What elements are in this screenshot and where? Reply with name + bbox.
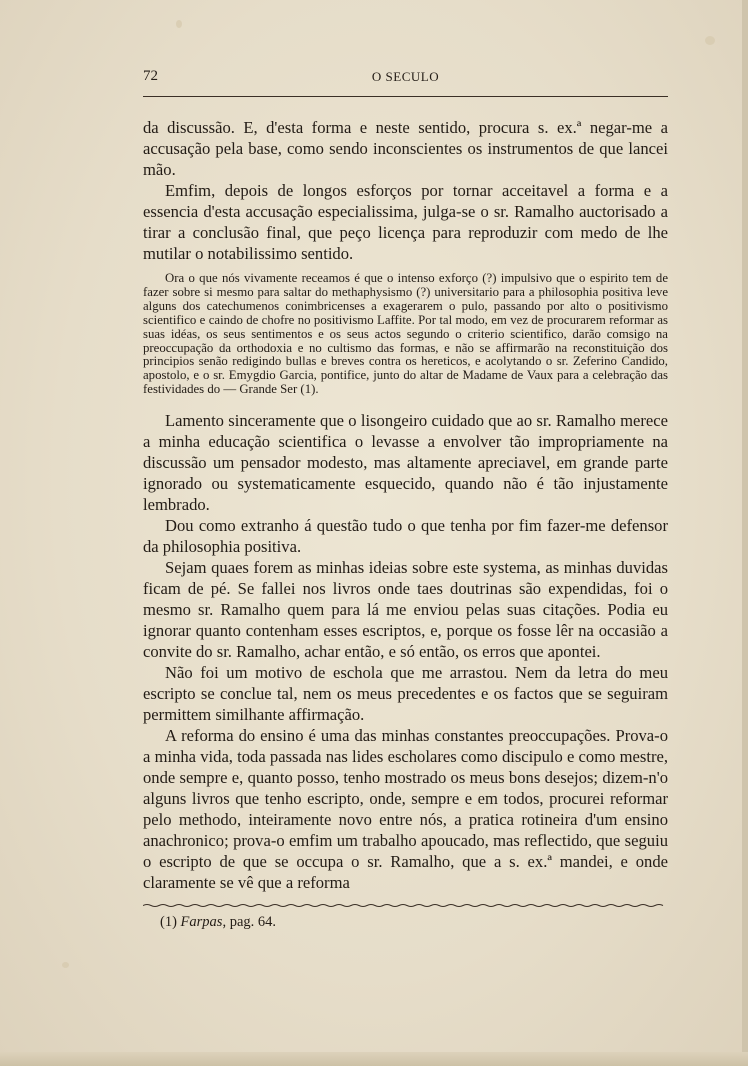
page-bottom-edge <box>0 1052 748 1066</box>
paragraph: Não foi um motivo de eschola que me arrastou. Nem da letra do meu escripto se conclue tal, nem os meus precedentes e os factos que se seguiram permittem similhante affirmação. <box>143 663 668 725</box>
page-number: 72 <box>143 68 158 84</box>
paragraph: da discussão. E, d'esta forma e neste sentido, procura s. ex.ª negar-me a accusação pela base, como sendo inconscientes os instrumentos de que lancei mão. <box>143 118 668 179</box>
page-header <box>143 68 668 90</box>
paragraph: Lamento sinceramente que o lisongeiro cuidado que ao sr. Ramalho merece a minha educação scientifica o levasse a envolver tão impropriamente na discussão um pensador modesto, mas altamente apreciavel, em grande parte ignorado ou systematicamente esquecido, quando não é tão injustamente lembrado. <box>143 411 668 515</box>
footnote <box>160 914 276 931</box>
paragraph: A reforma do ensino é uma das minhas constantes preoccupações. Prova-o a minha vida, toda passada nas lides escholares como discipulo e como mestre, onde sempre e, quanto posso, tenho mostrado os meus bons desejos; dizem-n'o alguns livros que tenho escripto, onde, sempre e em todos, procurei reformar pelo methodo, inteiramente novo entre nós, a pratica rotineira d'um ensino anachronico; prova-o emfim um trabalho apoucado, mas reflectido, que seguiu o escripto de que se occupa o sr. Ramalho, que a s. ex.ª mandei, e onde claramente se vê que a reforma <box>143 726 668 893</box>
paper-stain <box>176 20 182 28</box>
paragraph: Emfim, depois de longos esforços por tornar acceitavel a forma e a essencia d'esta accusação especialissima, julga-se o sr. Ramalho auctorisado a tirar a conclusão final, que peço licença para reproduzir com medo de lhe mutilar o notabilissimo sentido. <box>143 181 668 263</box>
footnote-rule <box>143 903 668 908</box>
paragraph: Sejam quaes forem as minhas ideias sobre este systema, as minhas duvidas ficam de pé. Se fallei nos livros onde taes doutrinas são expendidas, foi o mesmo sr. Ramalho quem para lá me enviou pelas suas citações. Podia eu ignorar quanto contenham esses escriptos, e, porque os fosse lêr na occasião a convite do sr. Ramalho, achar então, e só então, os erros que apontei. <box>143 558 668 662</box>
paper-stain <box>62 962 69 968</box>
main-text <box>143 117 668 893</box>
footnote-marker: (1) <box>160 914 177 930</box>
header-rule <box>143 96 668 97</box>
block-quote: Ora o que nós vivamente receamos é que o intenso exforço (?) impulsivo que o espirito tem de fazer sobre si mesmo para saltar do methaphysismo (?) universitario para a philosophia positiva leve alguns dos catechumenos conimbricenses a exagerarem o pulo, passando por alto o positivismo scientifico e caindo de chofre no positivismo Laffite. Por tal modo, em vez de procurarem reformar as suas idéas, os seus sentimentos e os seus actos segundo o criterio scientifico, darão comsigo na preoccupação da orthodoxia e no cultismo das formas, e não se affirmarão na reconstituição dos principios senão redigindo bullas e breves contra os hereticos, e acolytando o sr. Zeferino Candido, apostolo, e o sr. Emygdio Garcia, pontifice, junto do altar de Madame de Vaux para a celebração das festividades do — Grande Ser (1). <box>143 271 668 397</box>
footnote-source: Farpas <box>180 914 223 930</box>
footnote-page: , pag. 64. <box>222 914 277 930</box>
paper-stain <box>705 36 715 45</box>
running-head: O SECULO <box>371 69 440 84</box>
paragraph: Dou como extranho á questão tudo o que tenha por fim fazer-me defensor da philosophia positiva. <box>143 516 668 557</box>
page-edge <box>742 0 748 1066</box>
